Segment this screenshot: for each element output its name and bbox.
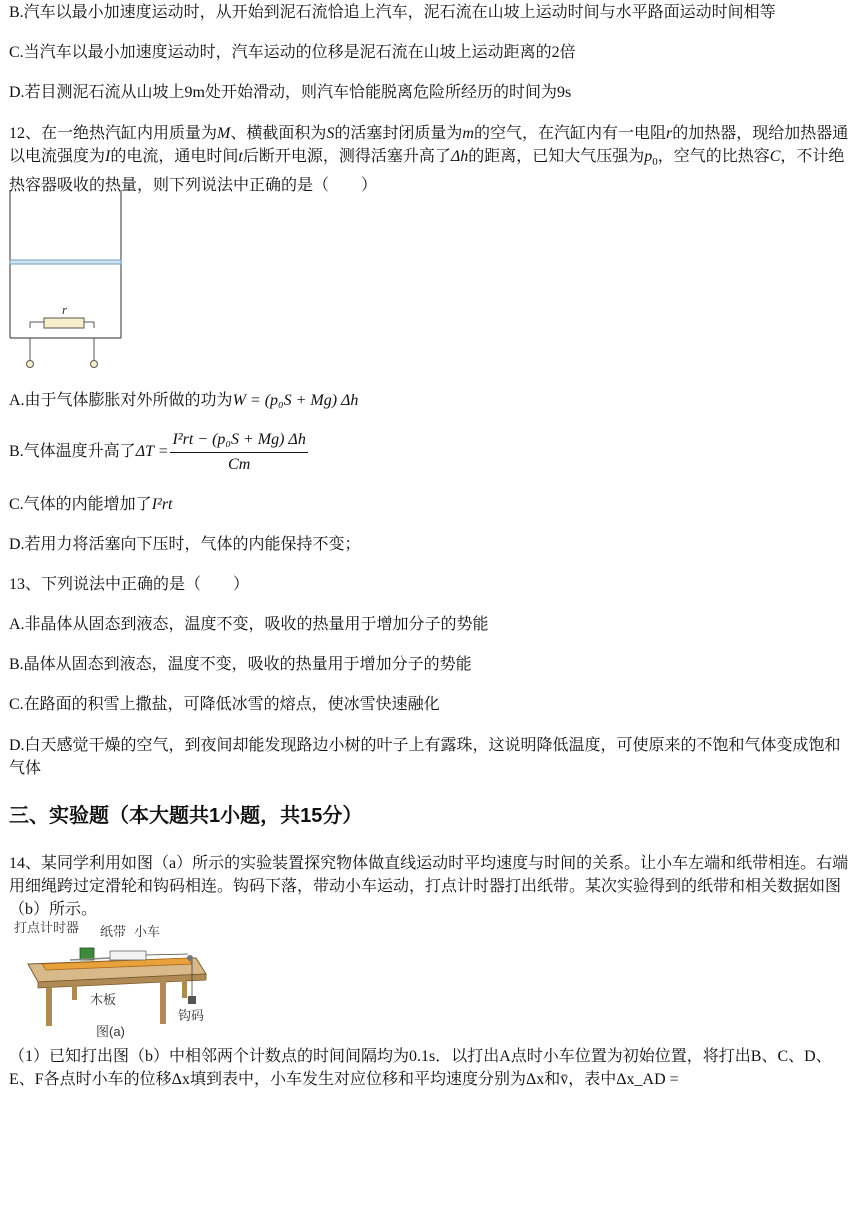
terminal-left — [27, 361, 34, 368]
timer-label: 打点计时器 — [14, 920, 80, 935]
q12-option-c: C.气体的内能增加了I²rt — [9, 496, 173, 513]
weight-label: 钩码 — [178, 1008, 205, 1023]
q12-stem: 12、在一绝热汽缸内用质量为M、横截面积为S的活塞封闭质量为m的空气，在汽缸内有一电阻r的加热器，现给加热器通以电流强度为I的电流，通电时间t后断开电源，测得活塞升高了Δh的距离，已知大气压强为$p_0$，空气的比热容C，不计绝热容器吸收的热量，则下列说法中正确的是（ ） — [9, 125, 849, 195]
board-label: 木板 — [90, 992, 117, 1007]
q13-stem: 13、下列说法中正确的是（ ） — [9, 576, 250, 593]
q11-option-d: D.若目测泥石流从山坡上9m处开始滑动，则汽车恰能脱离危险所经历的时间为9s — [9, 84, 572, 101]
cart-label: 小车 — [134, 924, 161, 939]
temperature-fraction: $\frac{\text{I²rt − (p₀S + Mg) Δh}}{Cm}$ — [172, 430, 306, 473]
piston — [10, 260, 121, 264]
q12-option-a: A.由于气体膨胀对外所做的功为W = (p₀S + Mg) Δh — [9, 392, 359, 409]
q13-option-a: A.非晶体从固态到液态，温度不变，吸收的热量用于增加分子的势能 — [9, 616, 489, 633]
q13-option-b: B.晶体从固态到液态，温度不变，吸收的热量用于增加分子的势能 — [9, 656, 472, 673]
q13-option-c: C.在路面的积雪上撒盐，可降低冰雪的熔点，使冰雪快速融化 — [9, 696, 440, 713]
cart — [110, 951, 146, 960]
cylinder-diagram — [6, 190, 126, 370]
q14-subquestion-1: （1）已知打出图（b）中相邻两个计数点的时间间隔均为0.1s．以打出A点时小车位置为初始位置，将打出B、C、D、E、F各点时小车的位移Δx填到表中，小车发生对应位移和平均速度分别为Δx和v̄，表中Δx_AD = — [9, 1048, 832, 1088]
q12-option-d: D.若用力将活塞向下压时，气体的内能保持不变； — [9, 536, 361, 553]
resistor — [44, 318, 84, 328]
hanging-weight — [188, 996, 196, 1004]
q11-option-c: C.当汽车以最小加速度运动时，汽车运动的位移是泥石流在山坡上运动距离的2倍 — [9, 44, 576, 61]
section-heading: 三、实验题（本大题共1小题，共15分） — [9, 805, 363, 827]
tape-label: 纸带 — [100, 924, 127, 939]
terminal-right — [91, 361, 98, 368]
apparatus-diagram — [10, 918, 210, 1042]
q12-option-b: B.气体温度升高了ΔT = $\frac{\text{I²rt − (p₀S + Mg) Δh}}{Cm}$ — [9, 430, 306, 473]
q11-option-b: B.汽车以最小加速度运动时，从开始到泥石流恰追上汽车，泥石流在山坡上运动时间与水平路面运动时间相等 — [9, 4, 776, 21]
resistor-label: r — [62, 302, 68, 317]
q13-option-d: D.白天感觉干燥的空气，到夜间却能发现路边小树的叶子上有露珠，这说明降低温度，可使原来的不饱和气体变成饱和气体 — [9, 737, 841, 777]
q14-stem: 14、某同学利用如图（a）所示的实验装置探究物体做直线运动时平均速度与时间的关系。让小车左端和纸带相连。右端用细绳跨过定滑轮和钩码相连。钩码下落，带动小车运动，打点计时器打出纸带。某次实验得到的纸带和相关数据如图（b）所示。 — [9, 855, 849, 918]
figure-caption: 图(a) — [96, 1024, 125, 1039]
